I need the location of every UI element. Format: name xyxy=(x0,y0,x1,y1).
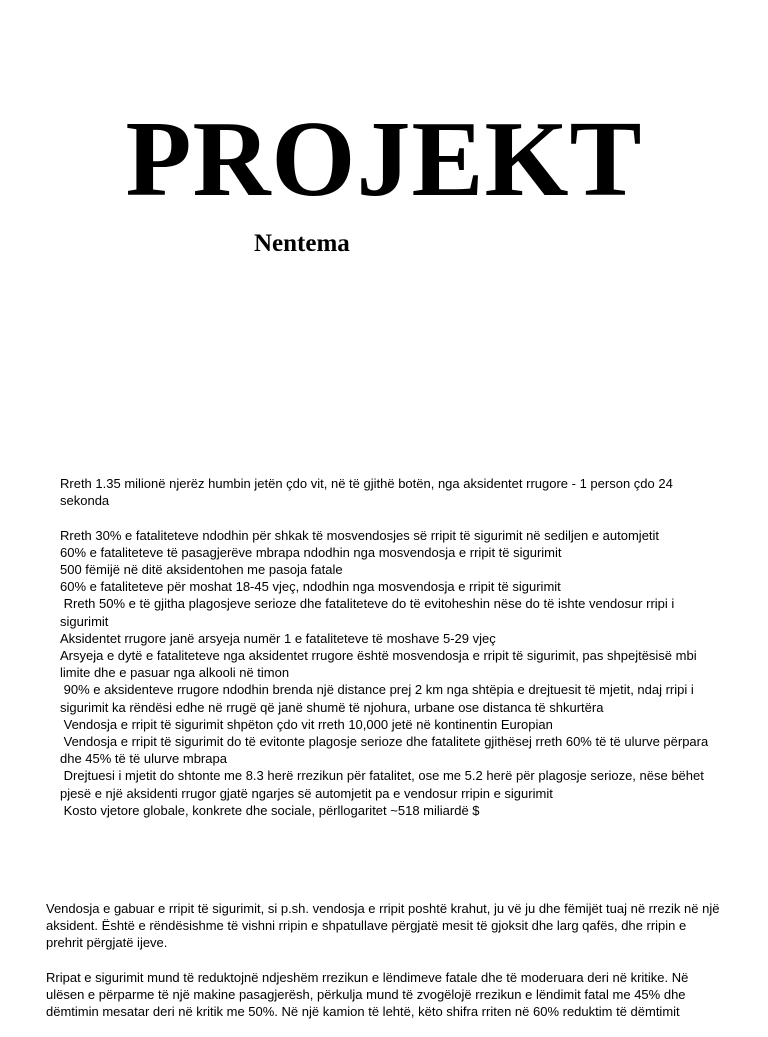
facts-section xyxy=(60,475,720,819)
document-title: PROJEKT xyxy=(125,100,643,219)
body-section xyxy=(46,900,722,1037)
fact-item: 500 fëmijë në ditë aksidentohen me pasoja fatale xyxy=(60,562,343,577)
fact-item: 60% e fataliteteve për moshat 18-45 vjeç, ndodhin nga mosvendosja e rripit të sigurimit xyxy=(60,579,561,595)
fact-item: Arsyeja e dytë e fataliteteve nga aksidentet rrugore është mosvendosja e rripit të sigurimit, pas shpejtësisë mbi limite dhe e pasuar nga alkooli në timon xyxy=(60,648,701,681)
fact-item: Vendosja e rripit të sigurimit shpëton çdo vit rreth 10,000 jetë në kontinentin Europian xyxy=(60,716,553,732)
fact-item: 90% e aksidenteve rrugore ndodhin brenda një distance prej 2 km nga shtëpia e drejtuesit të mjetit, ndaj rripi i sigurimit ka rëndësi edhe në rrugë që janë shumë të njohura, urbane ose distanca të shkurtëra xyxy=(60,682,698,715)
body-paragraph: Vendosja e gabuar e rripit të sigurimit, si p.sh. vendosja e rripit poshtë krahut, ju vë ju dhe fëmijët tuaj në rrezik në një aksident. Është e rëndësishme të vishni rripin e shpatullave përgjatë mesit të gjoksit dhe larg qafës, dhe rripin e prehrit përgjatë ijeve. xyxy=(46,901,720,951)
facts-intro: Rreth 1.35 milionë njerëz humbin jetën çdo vit, në të gjithë botën, nga aksidentet rrugore - 1 person çdo 24 sekonda xyxy=(60,476,677,509)
spacer xyxy=(60,509,720,526)
fact-item: Aksidentet rrugore janë arsyeja numër 1 e fataliteteve të moshave 5-29 vjeç xyxy=(60,630,496,646)
fact-item: Drejtuesi i mjetit do shtonte me 8.3 herë rrezikun për fatalitet, ose me 5.2 herë për plagosje serioze, nëse bëhet pjesë e një aksidenti rrugor gjatë ngarjes së automjetit pa e vendosur rripin e sigurimit xyxy=(60,768,708,801)
fact-item: Vendosja e rripit të sigurimit do të evitonte plagosje serioze dhe fatalitete gjithësej rreth 60% të të ulurve përpara dhe 45% të të ulurve mbrapa xyxy=(60,734,712,767)
fact-item: 60% e fataliteteve të pasagjerëve mbrapa ndodhin nga mosvendosja e rripit të sigurimit xyxy=(60,544,562,560)
document-subtitle: Nentema xyxy=(254,230,350,257)
body-paragraph: Rripat e sigurimit mund të reduktojnë ndjeshëm rrezikun e lëndimeve fatale dhe të moderuara deri në kritike. Në ulësen e përparme të një makine pasagjerësh, përkulja mund të zvogëlojë rrezikun e lëndimit fatal me 45% dhe dëmtimin mesatar deri në kritik me 50%. Në një kamion të lehtë, këto shifra rriten në 60% reduktim të dëmtimit xyxy=(46,969,689,1020)
fact-item: Kosto vjetore globale, konkrete dhe sociale, përllogaritet ~518 miliardë $ xyxy=(60,802,480,818)
fact-item: Rreth 50% e të gjitha plagosjeve serioze dhe fataliteteve do të evitoheshin nëse do të ishte vendosur rripi i sigurimit xyxy=(60,596,678,629)
fact-item: Rreth 30% e fataliteteve ndodhin për shkak të mosvendosjes së rripit të sigurimit në sediljen e automjetit xyxy=(60,527,660,543)
